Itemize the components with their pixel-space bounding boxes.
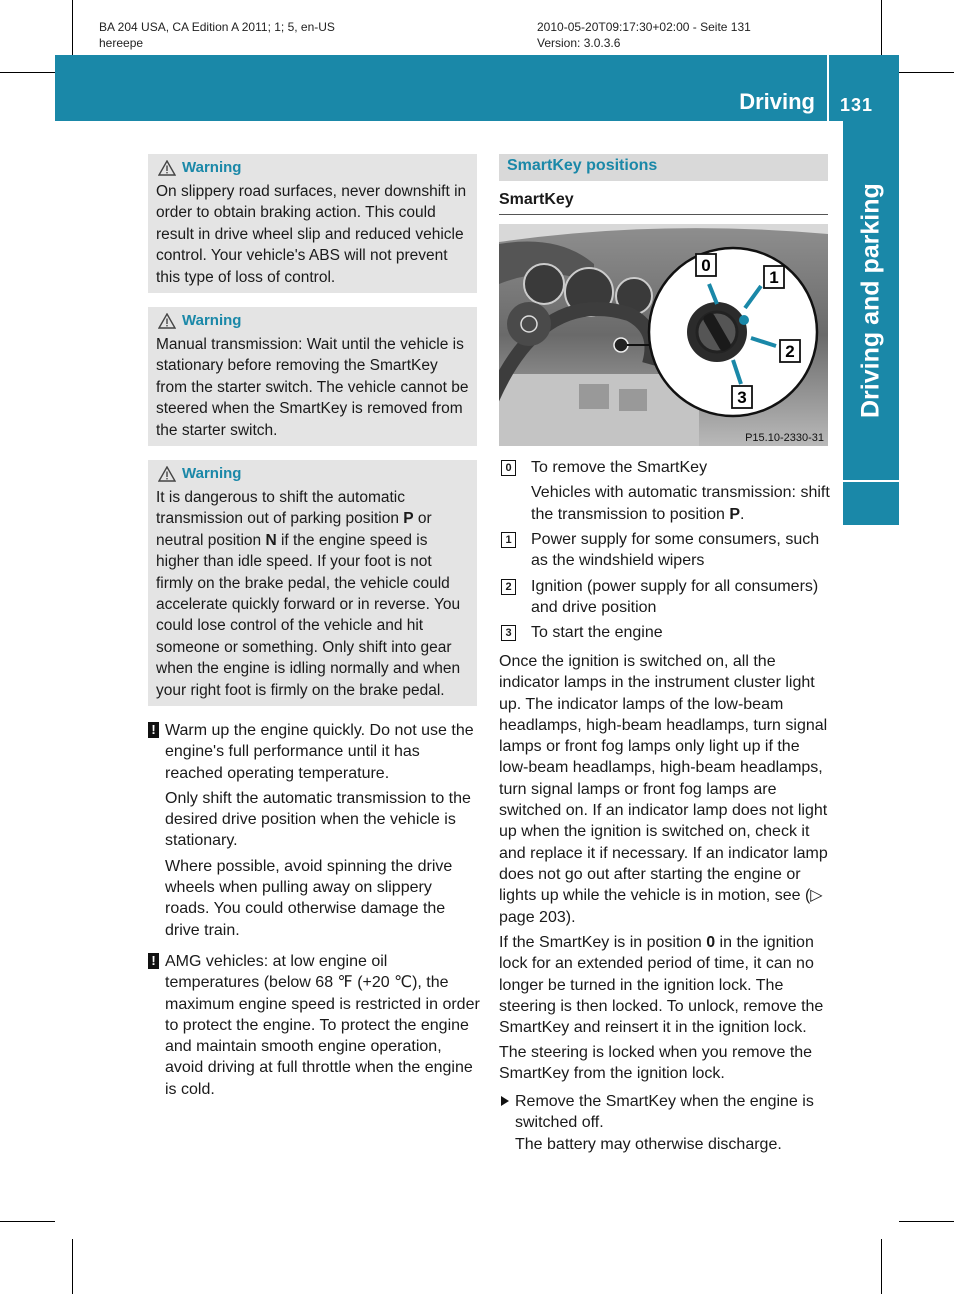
crop-mark [0, 72, 55, 73]
crop-mark [0, 1221, 55, 1222]
note-text: Warm up the engine quickly. Do not use the engine's full performance until it has reached operating temperature. [165, 722, 474, 782]
position-subtext [531, 482, 831, 525]
position-key: 1 [501, 532, 516, 548]
subsection-title: SmartKey [499, 191, 574, 208]
warning-text [156, 487, 469, 701]
crop-mark [899, 72, 954, 73]
warning-title: Warning [182, 312, 242, 329]
figure-label-1: 1 [769, 268, 779, 287]
note-paragraph: Where possible, avoid spinning the drive wheels when pulling away on slippery roads. You could otherwise damage the drive train. [165, 857, 453, 939]
meta-left-line2: hereepe [99, 36, 144, 50]
pedal [619, 389, 647, 411]
position-p-bold: P [729, 505, 740, 523]
meta-left-line1: BA 204 USA, CA Edition A 2011; 1; 5, en-US [99, 20, 335, 34]
steering-hub [507, 302, 551, 346]
chapter-title: Driving [739, 89, 815, 114]
crop-mark [899, 1221, 954, 1222]
page-number: 131 [840, 95, 874, 115]
smartkey-figure [499, 224, 828, 446]
position-subtext-part: Vehicles with automatic transmission: shift the transmission to position [531, 484, 830, 523]
side-tab-divider [843, 480, 899, 482]
figure-label-2: 2 [785, 342, 795, 361]
crop-mark [72, 1239, 73, 1294]
warning-triangle-icon [158, 160, 176, 176]
section-header [499, 154, 828, 181]
ignition-lock-icon [614, 338, 628, 352]
position-text: Power supply for some consumers, such as the windshield wipers [531, 531, 820, 570]
crop-mark [881, 0, 882, 55]
position-p: P [403, 510, 414, 528]
position-text: To start the engine [531, 624, 663, 641]
warning-heading [158, 158, 469, 178]
note-paragraph [148, 720, 480, 784]
warning-text: Manual transmission: Wait until the vehicle is stationary before removing the SmartKey from the starter switch. The vehicle cannot be steered when the SmartKey is removed from the starter switch. [156, 336, 469, 439]
meta-right-line1: 2010-05-20T09:17:30+02:00 - Seite 131 [537, 20, 751, 34]
body-text-part: in the ignition lock for an extended period of time, it can no longer be turned in the ignition lock. The steering is then locked. To unlock, remove the SmartKey and reinsert it in the ignition lock. [499, 934, 824, 1037]
page-header-bar [55, 55, 899, 121]
body-paragraph: Once the ignition is switched on, all the indicator lamps in the instrument cluster light up. The indicator lamps of the low-beam headlamps, high-beam headlamps, turn signal lamps or front fog lamps only light up if the low-beam headlamps, high-beam headlamps, turn signal lamps or front fog lamps are switched on. If an indicator lamp does not light up when the ignition is switched on, check it and replace it if necessary. If an indicator lamp does not go out after starting the engine or lights up while the vehicle is in motion, see (▷ page 203). [499, 653, 828, 926]
warning-text-part: or neutral position [156, 510, 432, 549]
position-key: 2 [501, 579, 516, 595]
warning-box [148, 307, 477, 446]
exclamation-icon: ! [148, 722, 159, 738]
subsection-rule [499, 214, 828, 215]
note-paragraph: Only shift the automatic transmission to the desired drive position when the vehicle is stationary. [165, 789, 471, 850]
body-text-part: If the SmartKey is in position [499, 934, 707, 951]
position-key: 3 [501, 625, 516, 641]
position-text: To remove the SmartKey [531, 459, 708, 476]
warning-heading [158, 464, 469, 484]
warning-text-part: It is dangerous to shift the automatic transmission out of parking position [156, 489, 405, 528]
position-text: Ignition (power supply for all consumers) and drive position [531, 578, 819, 617]
caution-note [148, 720, 480, 941]
warning-text-part: if the engine speed is higher than idle speed. If your foot is not firmly on the brake pedal, the vehicle could accelerate quickly forward or in reverse. You could lose control of the vehicle and hit someone or something. Only shift into gear when the engine is idling normally and when your right foot is firmly on the brake pedal. [156, 531, 461, 699]
figure-code: P15.10-2330-31 [745, 432, 824, 444]
warning-triangle-icon [158, 313, 176, 329]
warning-heading [158, 311, 469, 331]
warning-title: Warning [182, 465, 242, 482]
print-meta-left [99, 19, 335, 51]
print-meta-right [537, 19, 751, 51]
position-key: 0 [501, 460, 516, 476]
meta-right-line2: Version: 3.0.3.6 [537, 36, 621, 50]
warning-box [148, 460, 477, 706]
note-paragraph [148, 951, 480, 1100]
position-item [499, 622, 831, 643]
body-paragraph [499, 932, 831, 1038]
action-text: Remove the SmartKey when the engine is switched off. [515, 1093, 814, 1132]
side-tab-label: Driving and parking [856, 183, 885, 419]
action-result: The battery may otherwise discharge. [515, 1135, 782, 1153]
warning-title: Warning [182, 159, 242, 176]
exclamation-icon: ! [148, 953, 159, 969]
header-divider [827, 55, 829, 121]
section-title: SmartKey positions [507, 157, 658, 174]
figure-label-3: 3 [737, 388, 747, 407]
position-item [499, 529, 831, 572]
gauge-icon [524, 264, 564, 304]
figure-label-0: 0 [701, 256, 711, 275]
crop-mark [72, 0, 73, 55]
action-arrow-icon [501, 1096, 509, 1106]
note-text: AMG vehicles: at low engine oil temperatures (below 68 ℉ (+20 ℃), the maximum engine speed is restricted in order to protect the engine. To protect the engine and maintain smooth engine operation, avoid driving at full throttle when the engine is cold. [165, 953, 480, 1098]
warning-triangle-icon [158, 466, 176, 482]
position-n: N [265, 531, 277, 549]
warning-box [148, 154, 477, 293]
position-item [499, 457, 831, 525]
warning-text: On slippery road surfaces, never downshift in order to obtain braking action. This could result in drive wheel slip and reduced vehicle control. Your vehicle's ABS will not prevent this type of loss of control. [156, 183, 467, 286]
position-0-bold: 0 [706, 934, 716, 951]
body-paragraph: The steering is locked when you remove the SmartKey from the ignition lock. [499, 1044, 813, 1083]
crop-mark [881, 1239, 882, 1294]
caution-note [148, 951, 480, 1100]
position-subtext-part: . [740, 505, 745, 523]
action-step [499, 1091, 831, 1155]
position-item [499, 576, 831, 619]
pedal [579, 384, 609, 409]
